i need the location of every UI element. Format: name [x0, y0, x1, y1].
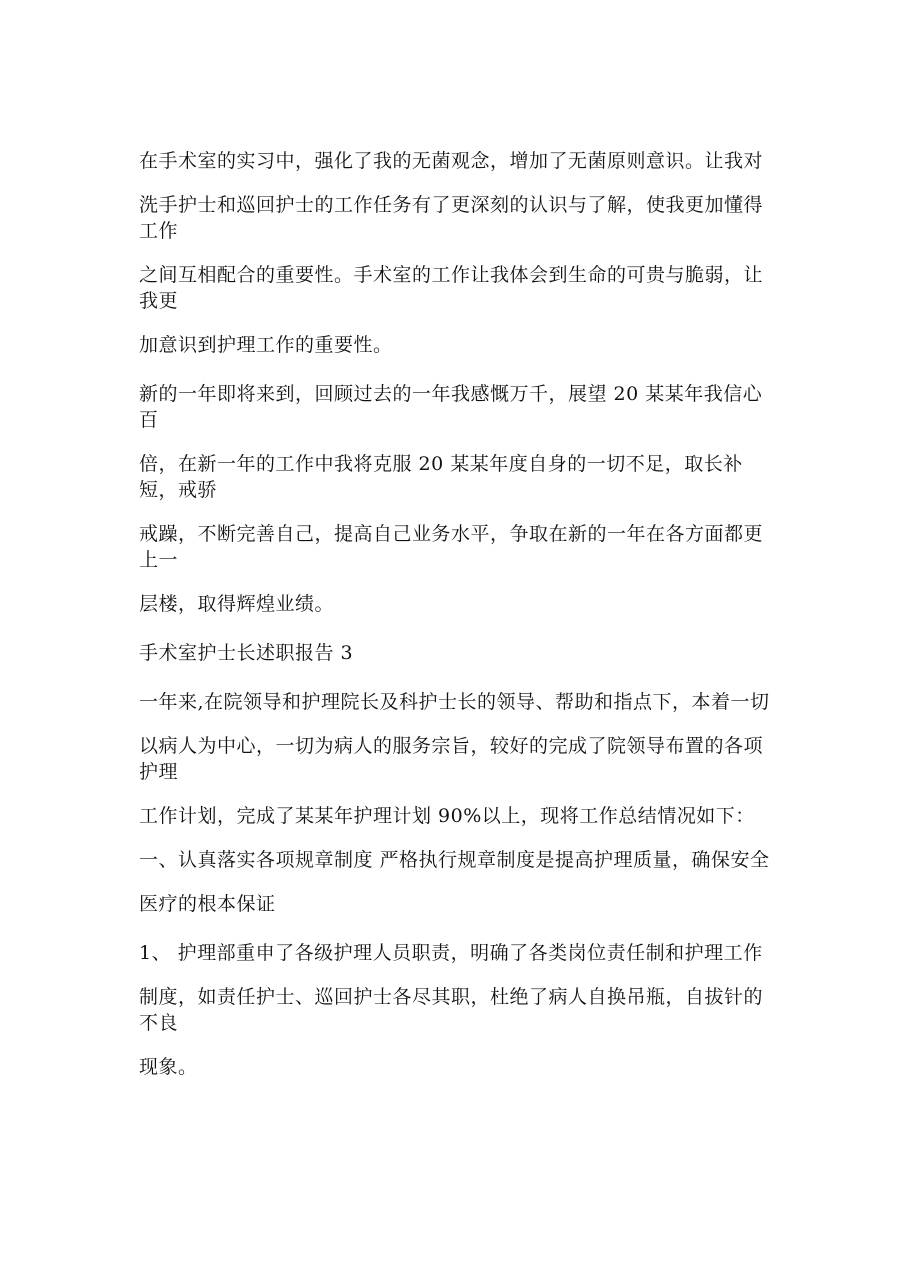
section-heading: 手术室护士长述职报告 3 — [139, 642, 354, 664]
paragraph: 加意识到护理工作的重要性。 — [139, 334, 393, 356]
paragraph: 医疗的根本保证 — [139, 893, 276, 915]
paragraph: 制度，如责任护士、巡回护士各尽其职，杜绝了病人自换吊瓶，自拔针的不良 — [139, 986, 764, 1034]
paragraph: 戒躁，不断完善自己，提高自己业务水平，争取在新的一年在各方面都更上一 — [139, 523, 764, 571]
paragraph: 1、 护理部重申了各级护理人员职责，明确了各类岗位责任制和护理工作 — [139, 942, 763, 964]
paragraph: 洗手护士和巡回护士的工作任务有了更深刻的认识与了解，使我更加懂得工作 — [139, 194, 764, 242]
paragraph: 在手术室的实习中，强化了我的无菌观念，增加了无菌原则意识。让我对 — [139, 150, 764, 172]
paragraph: 工作计划，完成了某某年护理计划 90%以上，现将工作总结情况如下： — [139, 805, 755, 827]
document-body — [139, 148, 779, 1103]
paragraph: 以病人为中心，一切为病人的服务宗旨，较好的完成了院领导布置的各项护理 — [139, 735, 764, 783]
paragraph: 新的一年即将来到，回顾过去的一年我感慨万千，展望 20 某某年我信心百 — [139, 383, 763, 431]
paragraph: 现象。 — [139, 1056, 198, 1078]
paragraph: 之间互相配合的重要性。手术室的工作让我体会到生命的可贵与脆弱，让我更 — [139, 264, 764, 312]
paragraph: 层楼，取得辉煌业绩。 — [139, 593, 335, 615]
paragraph: 倍，在新一年的工作中我将克服 20 某某年度自身的一切不足，取长补短，戒骄 — [139, 453, 743, 501]
paragraph: 一年来,在院领导和护理院长及科护士长的领导、帮助和指点下，本着一切 — [139, 691, 770, 713]
paragraph: 一、认真落实各项规章制度 严格执行规章制度是提高护理质量，确保安全 — [139, 849, 770, 871]
